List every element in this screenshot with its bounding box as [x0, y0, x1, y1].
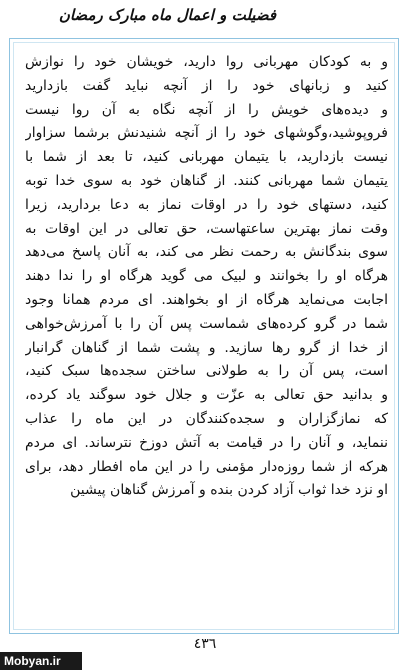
page-header — [0, 0, 410, 34]
text-line: فروپوشید،وگوشهای خود را از آنچه شنیدنش برشما سزاوار — [25, 125, 388, 142]
text-line: یتیمان شما مهربانی کنند. از گناهان خود به سوی خدا توبه — [25, 172, 388, 189]
text-line: کنید، دستهای خود را در اوقات نماز به دعا بردارید، زیرا — [25, 196, 388, 213]
text-line: است، پس آن را به طولانی ساختن سجده‌ها سبک کنید، — [25, 363, 388, 380]
text-line: و بدانید حق تعالی به عزّت و جلال خود سوگند یاد کرده، — [25, 387, 388, 404]
running-title: فضیلت و اعمال ماه مبارک رمضان — [58, 6, 276, 24]
page-number: ٤٣٦ — [193, 636, 217, 652]
text-line: هرکه از شما روزه‌دار مؤمنی را در این ماه افطار دهد، برای — [25, 458, 388, 475]
text-line: نیست بازدارید، با یتیمان مهربانی کنید، تا بعد از شما با — [25, 149, 388, 166]
text-line: هرگاه او را بخوانند و لبیک می گوید هرگاه او را ندا دهند — [25, 268, 388, 285]
text-line: وقت نماز بهترین ساعتهاست، حق تعالی در این اوقات به — [25, 220, 388, 237]
text-line: شما در گرو کرده‌های شماست پس آن را با آمرزش‌خواهی — [25, 315, 388, 332]
text-line: ننماید، و آنان را در قیامت به آتش دوزخ نترساند. ای مردم — [25, 434, 388, 451]
text-line: او نزد خدا ثواب آزاد کردن بنده و آمرزش گناهان پیشین — [70, 482, 388, 499]
body-text — [25, 51, 388, 503]
text-line: و به کودکان مهربانی روا دارید، خویشان خود را نوازش — [25, 54, 388, 70]
text-line: و دیده‌های خویش را از آنچه نگاه به آن روا نیست — [25, 101, 388, 118]
text-line: کنید و زبانهای خود را از آنچه نباید گفت بازدارید — [25, 77, 388, 94]
text-line: سوی بندگانش به رحمت نظر می کند، به آنان پاسخ می‌دهد — [25, 244, 388, 261]
watermark-label: Mobyan.ir — [0, 652, 82, 670]
text-line: از خدا از گرو رها سازید. و پشت شما از گناهان گرانبار — [25, 339, 388, 356]
text-line: اجابت می‌نماید هرگاه از او بخواهند. ای مردم همانا وجود — [25, 291, 388, 308]
text-line: که نمازگزاران و سجده‌کنندگان در این ماه را عذاب — [25, 410, 388, 427]
